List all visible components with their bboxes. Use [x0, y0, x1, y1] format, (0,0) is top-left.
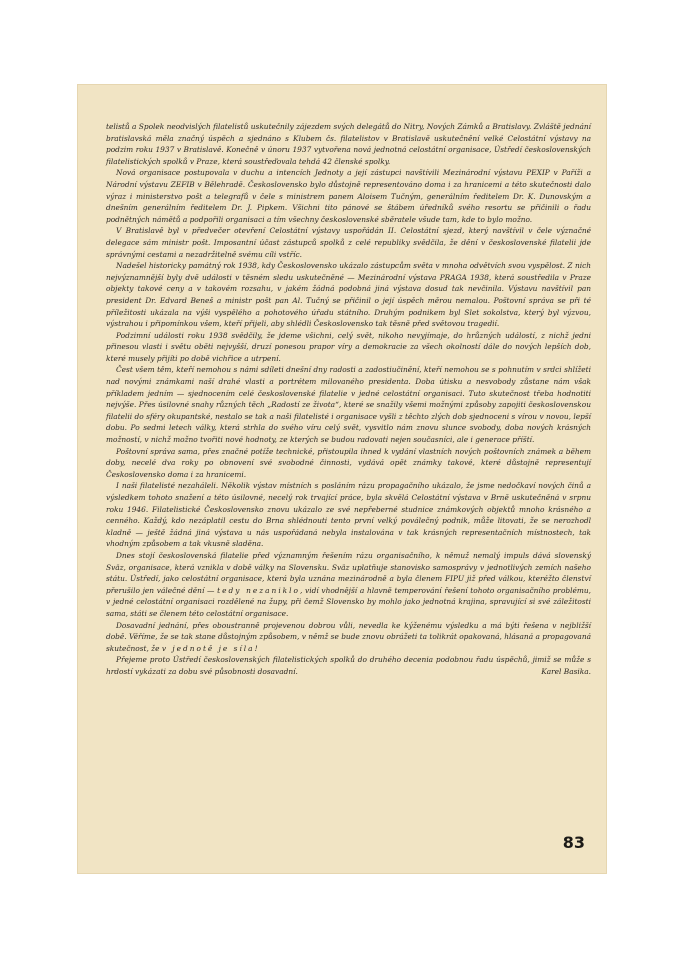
paragraph: Poštovní správa sama, přes značné potíže technické, přistoupila ihned k vydání vlastních nových poštovních známek a během doby, necelé dva roky po obnovení své svobodné činnosti, vydává opět známky takové, které důstojně representují Československo doma i za hranicemi. — [106, 446, 591, 479]
spaced-emphasis: v jednotě je síla! — [161, 643, 260, 653]
author-signature: Karel Basika. — [541, 666, 591, 676]
spaced-emphasis: tedy nezaniklo — [217, 585, 300, 595]
closing-paragraph — [106, 654, 591, 677]
paragraph-text: , vidí vhodnější a hlavně temperování řešení tohoto organisačního problému, v jedné celostátní organisaci rozdělené na župy, při čemž Slovensko by mohlo jako jednotná krajina, spravující si své záležitosti sama, státi se členem této celostátní organisace. — [106, 585, 591, 618]
page-number: 83 — [562, 833, 585, 852]
paragraph-text: Dosavadní jednání, přes oboustranně projevenou dobrou vůli, nevedla ke kýženému výsledku a má býti řešena v nejbližší době. Věříme, že se tak stane důstojným způsobem, v němž se bude znovu obrážeti ta tolikrát opakovaná, hlásaná a propagovaná skutečnost, že — [106, 620, 591, 653]
page-sheet — [77, 84, 607, 874]
paragraph — [106, 620, 591, 655]
paragraph: Nová organisace postupovala v duchu a intencích Jednoty a její zástupci navštívili Mezinárodní výstavu PEXIP v Paříži a Národní výstavu ZEFIB v Bělehradě. Československo bylo důstojně representováno doma i za hranicemi a této skutečnosti dalo výraz i ministerstvo pošt a telegrafů v čele s ministrem panem Aloisem Tučným, generálním ředitelem Dr. K. Dunovským a dnešním generálním ředitelem Dr. J. Pipkem. Všichni tito pánové se štábem úředníků svého resortu se přičinili o řadu podnětných námětů a podpořili organisaci a tím všechny československé sběratele všude tam, kde to bylo možno. — [106, 168, 591, 224]
paragraph-text: Přejeme proto Ústředí československých filatelistických spolků do druhého decenia podobnou řadu úspěchů, jimiž se může s hrdostí vykázati za dobu své působnosti dosavadní. — [106, 655, 591, 676]
paragraph: telistů a Spolek neodvislých filatelistů uskutečnily zájezdem svých delegátů do Nitry, Nových Zámků a Bratislavy. Zvláště jednání bratislavská měla značný úspěch a sjednáno s Klubem čs. filatelistov v Bratislavě uskutečnění velké Celostátní výstavy na podzim roku 1937 v Bratislavě. Konečně v únoru 1937 vytvořena nová jednotná celostátní organisace, Ústředí československých filatelistických spolků v Praze, která soustřeďovala tehdá 42 členské spolky. — [106, 122, 591, 166]
paragraph: Čest všem těm, kteří nemohou s námi sdíleti dnešní dny radosti a zadostiučinění, kteří nemohou se s pohnutím v srdci shlížeti nad novými známkami naší drahé vlasti a portrétem milovaného presidenta. Doba útisku a nesvobody zůstane nám však příkladem jedním — sjednocením celé československé filatelie v jedné celostátní organisaci. Tuto skutečnost třeba hodnotiti nejvýše. Přes úsilovné snahy různých těch „Radostí ze života“, které se snažily všemi možnými způsoby zapojiti československou filatelii do sféry okupantské, nestalo se tak a naši filatelisté i organisace vyšli z těchto zlých dob sjednoceni s vírou v novou, lepší dobu. Po sedmi letech války, která strhla do svého víru celý svět, vysvitlo nám znovu slunce svobody, doba nových krásných možností, v nichž možno tvořiti nové hodnoty, ze kterých se budou radovati nejen současníci, ale i generace příští. — [106, 365, 591, 445]
paragraph: I naši filatelisté nezaháleli. Několik výstav místních s posláním rázu propagačního ukázalo, že jsme nedočkaví nových činů a výsledkem tohoto snažení a této úsilovné, necelý rok trvající práce, byla skvělá Celostátní výstava v Brně uskutečněná v srpnu roku 1946. Filatelistické Československo znovu ukázalo ze své nepřeberné studnice známkových objektů mnoho krásného a cenného. Každý, kdo nezáplatil cestu do Brna shlédnouti tento první velký poválečný podnik, může litovati, že se nerozhodl kladně — ještě žádná jiná výstava u nás uspořádaná nebyla instalována v tak krásných representačních místnostech, tak vhodným způsobem a tak vkusně sladěna. — [106, 481, 591, 549]
paragraph: Podzimní události roku 1938 svědčily, že jdeme všichni, celý svět, nikoho nevyjímaje, do hrůzných událostí, z nichž jedni přinesou vlasti i světu oběti nejvyšší, druzí ponesou prapor víry a demokracie za všech okolností dále do nových lepších dob, které musely přijíti po době vichřice a utrpení. — [106, 330, 591, 363]
paragraph-text: Dnes stojí československá filatelie před významným řešením rázu organisačního, k němuž nemalý impuls dává slovenský Sväz, organisace, která vznikla v době války na Slovensku. Sväz uplatňuje stanovisko samosprávy v jednotlivých zemích našeho státu. Ústředí, jako celostátní organisace, která byla uznána mezinárodně a byla členem FIPU již před válkou, kteréžto členství přerušilo jen válečné dění — — [106, 550, 591, 595]
paragraph: V Bratislavě byl v předvečer otevření Celostátní výstavy uspořádán II. Celostátní sjezd, který navštívil v čele význačné delegace sám ministr pošt. Imposantní účast zástupců spolků z celé republiky svědčila, že dění v československé filatelii jde správnými cestami a nezadržitelně svému cíli vstříc. — [106, 226, 591, 259]
article-body — [106, 121, 591, 678]
paragraph: Nadešel historicky památný rok 1938, kdy Československo ukázalo zástupcům světa v mnoha odvětvích svou vyspělost. Z nich nejvýznamnější byly dvě události v těsném sledu uskutečněné — Mezinárodní výstava PRAGA 1938, která soustředila v Praze objekty takové ceny a v takovém rozsahu, v jakém žádná podobná jiná výstava dosud tak nevčinila. Výstavu navštívil pan president Dr. Edvard Beneš a ministr pošt pan Al. Tučný se přičinil o její úspěch měrou nemalou. Poštovní správa se při té příležitosti ukázala na výši vyspělého a pohotového úřadu státního. Druhým podnikem byl Slet sokolstva, který byl výzvou, výstrahou i připomínkou všem, kteří přijeli, aby shlédli Československo tak těsně před světovou tragedií. — [106, 261, 591, 329]
paragraph — [106, 550, 591, 620]
